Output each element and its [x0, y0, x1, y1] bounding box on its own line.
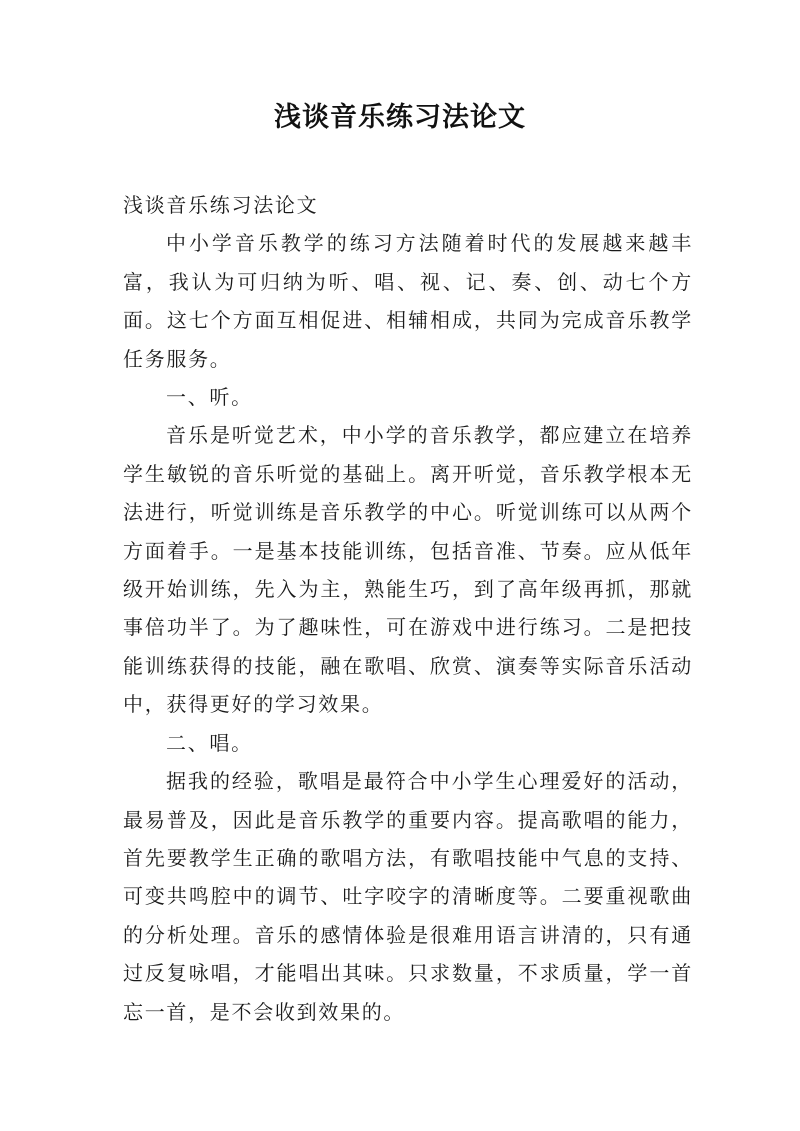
paragraph-listen: 音乐是听觉艺术，中小学的音乐教学，都应建立在培养学生敏锐的音乐听觉的基础上。离开听觉，音乐教学根本无法进行，听觉训练是音乐教学的中心。听觉训练可以从两个方面着手。一是基本技能训练，包括音准、节奏。应从低年级开始训练，先入为主，熟能生巧，到了高年级再抓，那就事倍功半了。为了趣味性，可在游戏中进行练习。二是把技能训练获得的技能，融在歌唱、欣赏、演奏等实际音乐活动中，获得更好的学习效果。: [123, 423, 693, 717]
section-heading-listen: 一、听。: [166, 385, 253, 410]
document-title: 浅谈音乐练习法论文: [274, 102, 526, 133]
document-body: [123, 186, 693, 1031]
body-subtitle: 浅谈音乐练习法论文: [123, 193, 319, 217]
paragraph-sing: 据我的经验，歌唱是最符合中小学生心理爱好的活动，最易普及，因此是音乐教学的重要内容。提高歌唱的能力，首先要教学生正确的歌唱方法，有歌唱技能中气息的支持、可变共鸣腔中的调节、吐字咬字的清晰度等。二要重视歌曲的分析处理。音乐的感情体验是很难用语言讲清的，只有通过反复咏唱，才能唱出其味。只求数量，不求质量，学一首忘一首，是不会收到效果的。: [123, 769, 693, 1024]
section-heading-sing: 二、唱。: [166, 730, 253, 755]
paragraph-intro: 中小学音乐教学的练习方法随着时代的发展越来越丰富，我认为可归纳为听、唱、视、记、奏、创、动七个方面。这七个方面互相促进、相辅相成，共同为完成音乐教学任务服务。: [123, 231, 693, 371]
